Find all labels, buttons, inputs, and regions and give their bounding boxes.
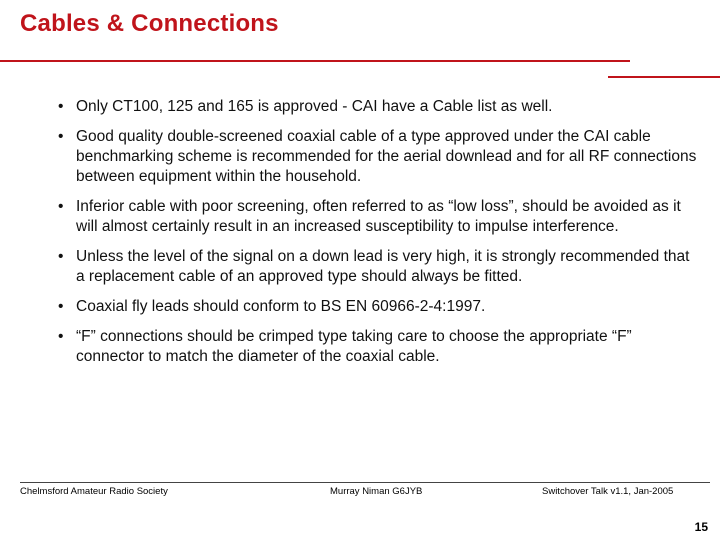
bullet-list: [58, 97, 698, 377]
bullet-item: [58, 127, 698, 187]
bullet-icon: •: [58, 128, 64, 145]
slide-title: Cables & Connections: [20, 10, 279, 37]
footer-rule: [20, 482, 710, 483]
bullet-icon: •: [58, 198, 64, 215]
bullet-text: Unless the level of the signal on a down lead is very high, it is strongly recommended that a replacement cable of an approved type should always be fitted.: [76, 248, 690, 285]
bullet-text: Only CT100, 125 and 165 is approved - CAI have a Cable list as well.: [76, 98, 553, 115]
bullet-text: Inferior cable with poor screening, often referred to as “low loss”, should be avoided as it will almost certainly result in an increased susceptibility to impulse interference.: [76, 198, 681, 235]
bullet-item: [58, 327, 698, 367]
bullet-item: [58, 97, 698, 117]
footer-author: Murray Niman G6JYB: [330, 486, 423, 497]
bullet-icon: •: [58, 98, 64, 115]
bullet-item: [58, 197, 698, 237]
bullet-text: Coaxial fly leads should conform to BS EN 60966-2-4:1997.: [76, 298, 486, 315]
bullet-icon: •: [58, 248, 64, 265]
bullet-text: Good quality double-screened coaxial cable of a type approved under the CAI cable benchmarking scheme is recommended for the aerial downlead and for all RF connections between equipment within the household.: [76, 128, 697, 185]
bullet-item: [58, 247, 698, 287]
bullet-icon: •: [58, 298, 64, 315]
bullet-icon: •: [58, 328, 64, 345]
accent-rule: [608, 76, 720, 78]
page-number: 15: [694, 520, 708, 534]
footer-talk-info: Switchover Talk v1.1, Jan-2005: [542, 486, 674, 497]
footer-organization: Chelmsford Amateur Radio Society: [20, 486, 168, 497]
bullet-text: “F” connections should be crimped type taking care to choose the appropriate “F” connector to match the diameter of the coaxial cable.: [76, 328, 632, 365]
title-underline: [0, 60, 630, 62]
bullet-item: [58, 297, 698, 317]
